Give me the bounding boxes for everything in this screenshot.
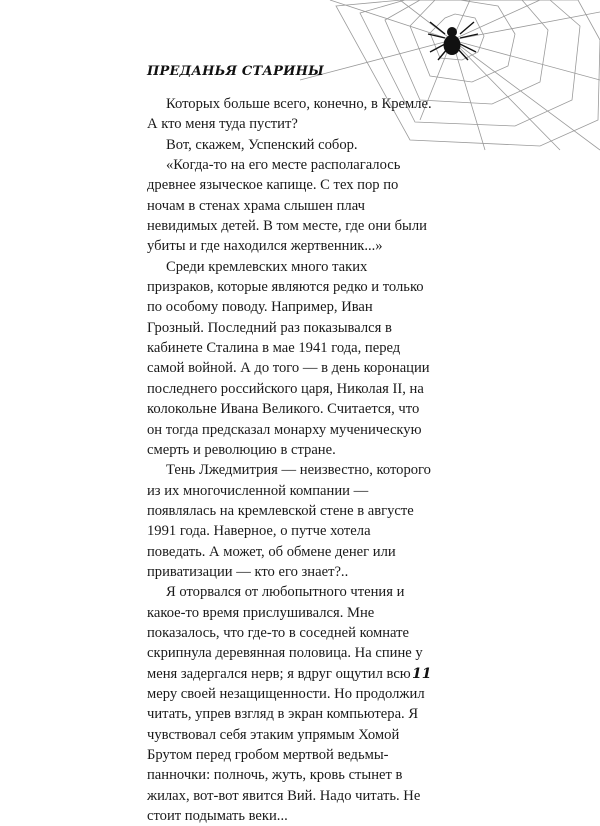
paragraph: Я оторвался от любопытного чтения и какое-то время прислушивался. Мне показалось, что где-то в соседней комнате скрипнула деревянная половица. На спине у меня задергался нерв; я вдруг ощутил всю меру своей незащищенности. Но продолжил читать, упрев взгляд в экран компьютера. Я чувствовал себя этаким упрямым Хомой Брутом перед гробом мертвой ведьмы-панночки: полночь, жуть, кровь стынет в жилах, вот-вот явится Вий. Надо читать. Не стоит подымать веки... [147, 584, 425, 825]
paragraph: «Когда-то на его месте располагалось древнее языческое капище. С тех пор по ночам в стенах храма слышен плач невидимых детей. В том месте, где они были убиты и где находился жертвенник...» [147, 157, 427, 255]
running-header: ПРЕДАНЬЯ СТАРИНЫ [147, 64, 324, 79]
paragraph: Тень Лжедмитрия — неизвестно, которого из их многочисленной компании — появлялась на кремлевской стене в августе 1991 года. Наверное, о путче хотела поведать. А может, об обмене денег или приватизации — кто его знает?.. [147, 462, 431, 580]
paragraph: Среди кремлевских много таких призраков, которые являются редко и только по особому поводу. Например, Иван Грозный. Последний раз показывался в кабинете Сталина в мае 1941 года, перед самой войной. А до того — в день коронации последнего российского царя, Николая II, на колокольне Ивана Великого. Считается, что он тогда предсказал монарху мученическую смерть и революцию в стране. [147, 258, 430, 458]
body-text [147, 94, 432, 826]
page-number: 11 [412, 666, 432, 682]
paragraph: Которых больше всего, конечно, в Кремле. А кто меня туда пустит? [147, 96, 432, 133]
paragraph: Вот, скажем, Успенский собор. [166, 136, 358, 153]
